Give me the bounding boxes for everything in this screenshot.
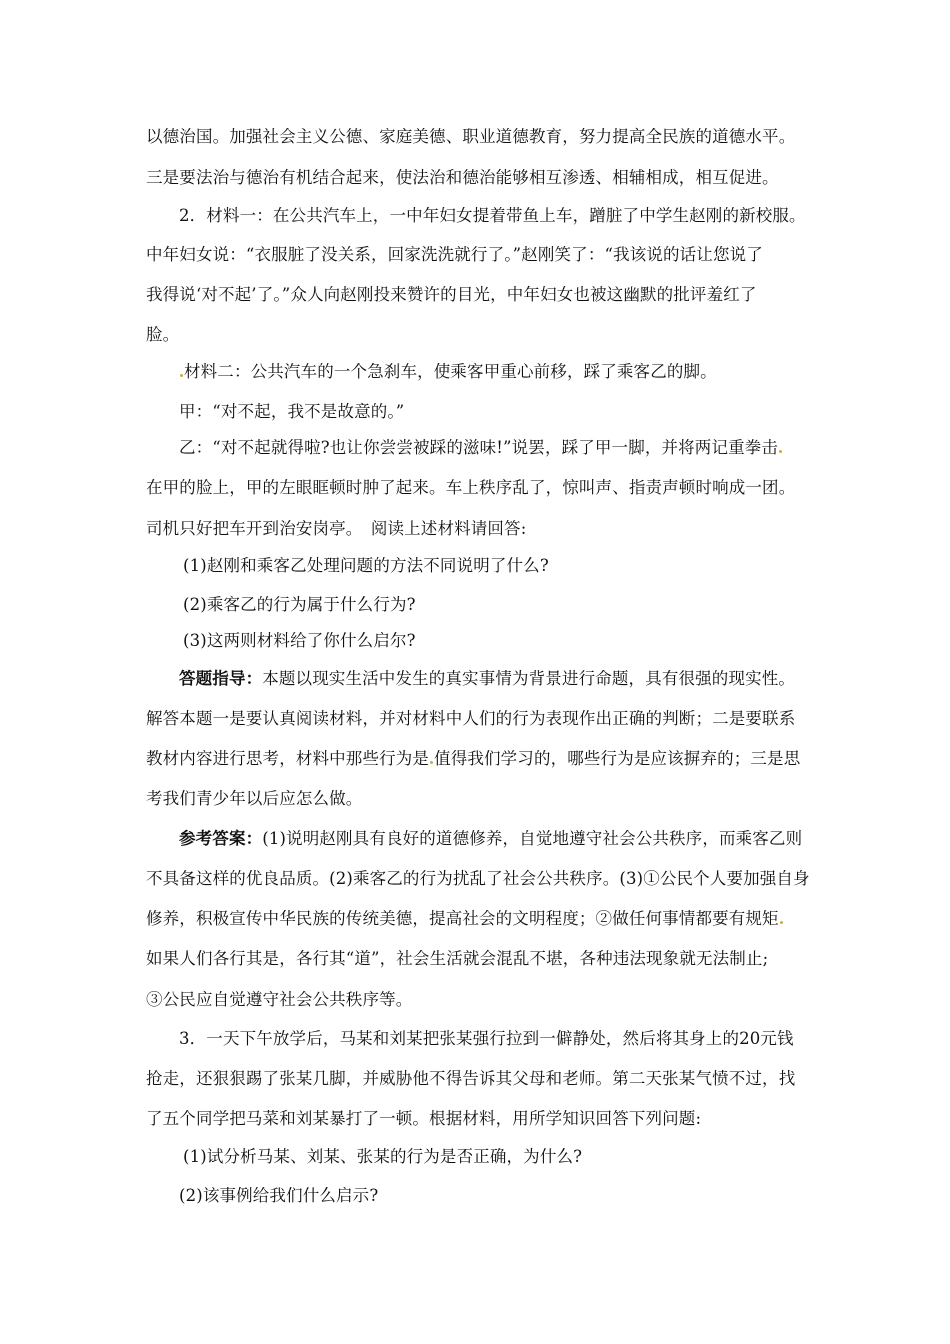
sub-question: (2)乘客乙的行为属于什么行为? [183, 595, 416, 614]
mark-dot [780, 921, 783, 924]
guide-line [179, 669, 795, 689]
dialogue-text: 乙：“对不起就得啦?也让你尝尝被踩的滋味!”说罢，踩了甲一脚，并将两记重拳击 [179, 438, 779, 457]
question-2-line: 2．材料一：在公共汽车上，一中年妇女提着带鱼上车，蹭脏了中学生赵刚的新校服。 [179, 206, 806, 225]
paragraph-line: 了五个同学把马菜和刘某暴打了一顿。根据材料，用所学知识回答下列问题: [146, 1109, 702, 1128]
question-3-text: 元钱 [760, 1029, 794, 1048]
mark-dot [180, 374, 183, 377]
paragraph-line: 以德治国。加强社会主义公德、家庭美德、职业道德教育，努力提高全民族的道德水平。 [146, 127, 796, 146]
sub-question: (1)赵刚和乘客乙处理问题的方法不同说明了什么? [183, 556, 549, 575]
paragraph-line: ③公民应自觉遵守社会公共秩序等。 [146, 990, 413, 1009]
guide-text: 本题以现实生活中发生的真实事情为背景进行命题，具有很强的现实性。 [262, 669, 796, 688]
paragraph-line: 抢走，还狠狠踢了张某几脚，并威胁他不得告诉其父母和老师。第二天张某气愤不过，找 [146, 1069, 796, 1088]
paragraph-line [146, 909, 784, 929]
mark-dot [779, 450, 782, 453]
paragraph-line: 中年妇女说：“衣服脏了没关系，回家洗洗就行了。”赵刚笑了：“我该说的话让您说了 [146, 245, 763, 264]
answer-label: 参考答案： [179, 829, 263, 848]
sub-question: (2)该事例给我们什么启示? [179, 1186, 379, 1205]
answer-line [179, 829, 802, 849]
paragraph-line: 解答本题一是要认真阅读材料，并对材料中人们的行为表现作出正确的判断；二是要联系 [146, 709, 796, 728]
dialogue-line [179, 438, 783, 458]
dialogue-line: 甲：“对不起，我不是故意的。” [179, 402, 405, 421]
paragraph-line: 司机只好把车开到治安岗亭。 阅读上述材料请回答: [146, 519, 527, 538]
material-two-line [179, 362, 717, 382]
sub-question: (3)这两则材料给了你什么启尔? [183, 631, 416, 650]
mark-dot [430, 761, 433, 764]
paragraph-line: 我得说‘对不起’了。”众人向赵刚投来赞许的目光，中年妇女也被这幽默的批评羞红了 [146, 285, 757, 304]
money-amount: 20 [739, 1029, 761, 1048]
paragraph-line: 如果人们各行其是，各行其“道”，社会生活就会混乱不堪，各种违法现象就无法制止; [146, 949, 769, 968]
material-two-text: 材料二：公共汽车的一个急刹车，使乘客甲重心前移，踩了乘客乙的脚。 [184, 362, 717, 381]
paragraph-line: 三是要法治与德治有机结合起来，使法治和德治能够相互渗透、相辅相成，相互促进。 [146, 168, 779, 187]
guide-label: 答题指导： [179, 669, 263, 688]
question-3-text: 3．一天下午放学后，马某和刘某把张某强行拉到一僻静处，然后将其身上的 [179, 1029, 740, 1048]
paragraph-line: 在甲的脸上，甲的左眼眶顿时肿了起来。车上秩序乱了，惊叫声、指责声顿时响成一团。 [146, 478, 796, 497]
paragraph-line: 考我们青少年以后应怎么做。 [146, 789, 363, 808]
question-3-line [179, 1029, 794, 1049]
paragraph-line: 不具备这样的优良品质。(2)乘客乙的行为扰乱了社会公共秩序。(3)①公民个人要加强自身 [146, 869, 810, 888]
answer-text: (1)说明赵刚具有良好的道德修养，自觉地遵守社会公共秩序，而乘客乙则 [262, 829, 803, 848]
paragraph-line [146, 749, 800, 769]
guide-text: 教材内容进行思考，材料中那些行为是 [146, 749, 430, 768]
answer-text: 修养，积极宣传中华民族的传统美德，提高社会的文明程度；②做任何事情都要有规矩 [146, 909, 779, 928]
guide-text: 值得我们学习的，哪些行为是应该摒弃的；三是思 [434, 749, 801, 768]
sub-question: (1)试分析马某、刘某、张某的行为是否正确，为什么? [183, 1147, 583, 1166]
paragraph-line: 脸。 [146, 325, 180, 344]
